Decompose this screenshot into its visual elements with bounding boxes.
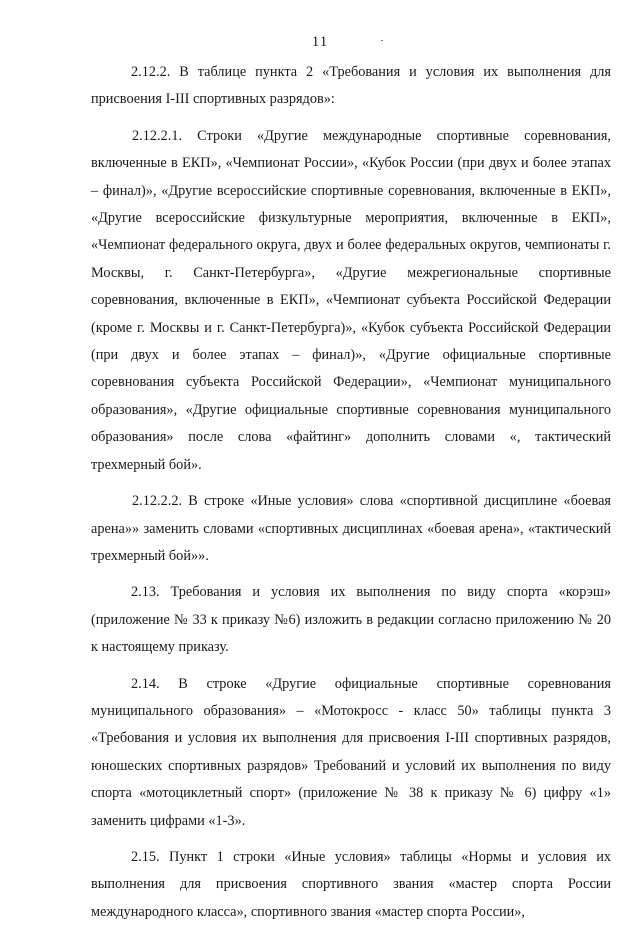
scan-speck <box>381 40 383 41</box>
paragraph-2-12-2: 2.12.2. В таблице пункта 2 «Требования и условия их выполнения для присвоения I-III спортивных разрядов»: <box>91 64 611 108</box>
page-number: 11 <box>311 34 329 50</box>
paragraph-2-12-2-2: 2.12.2.2. В строке «Иные условия» слова «спортивной дисциплине «боевая арена»» заменить словами «спортивных дисциплинах «боевая арена», «тактический трехмерный бой»». <box>91 493 611 564</box>
paragraph-2-14: 2.14. В строке «Другие официальные спортивные соревнования муниципального образования» – «Мотокросс - класс 50» таблицы пункта 3 «Требования и условия их выполнения для присвоения I-III спортивных разрядов, юношеских спортивных разрядов» Требований и условий их выполнения по виду спорта «мотоциклетный спорт» (приложение № 38 к приказу № 6) цифру «1» заменить цифрами «1-3». <box>91 675 611 829</box>
paragraph-2-15: 2.15. Пункт 1 строки «Иные условия» таблицы «Нормы и условия их выполнения для присвоения спортивного звания «мастер спорта России международного класса», спортивного звания «мастер спорта России», <box>91 848 611 920</box>
paragraph-2-13: 2.13. Требования и условия их выполнения по виду спорта «корэш» (приложение № 33 к приказу №6) изложить в редакции согласно приложению № 20 к настоящему приказу. <box>91 584 611 656</box>
document-body <box>91 59 611 926</box>
paragraph-2-12-2-1: 2.12.2.1. Строки «Другие международные спортивные соревнования, включенные в ЕКП», «Чемпионат России», «Кубок России (при двух и более этапах – финал)», «Другие всероссийские спортивные соревнования, включенные в ЕКП», «Другие всероссийские физкультурные мероприятия, включенные в ЕКП», «Чемпионат федерального округа, двух и более федеральных округов, чемпионаты г. Москвы, г. Санкт-Петербурга», «Другие межрегиональные спортивные соревнования, включенные в ЕКП», «Чемпионат субъекта Российской Федерации (кроме г. Москвы и г. Санкт-Петербурга)», «Кубок субъекта Российской Федерации (при двух и более этапах – финал)», «Другие официальные спортивные соревнования субъекта Российской Федерации», «Чемпионат муниципального образования», «Другие официальные спортивные соревнования муниципального образования» после слова «файтинг» дополнить словами «, тактический трехмерный бой». <box>91 127 611 473</box>
